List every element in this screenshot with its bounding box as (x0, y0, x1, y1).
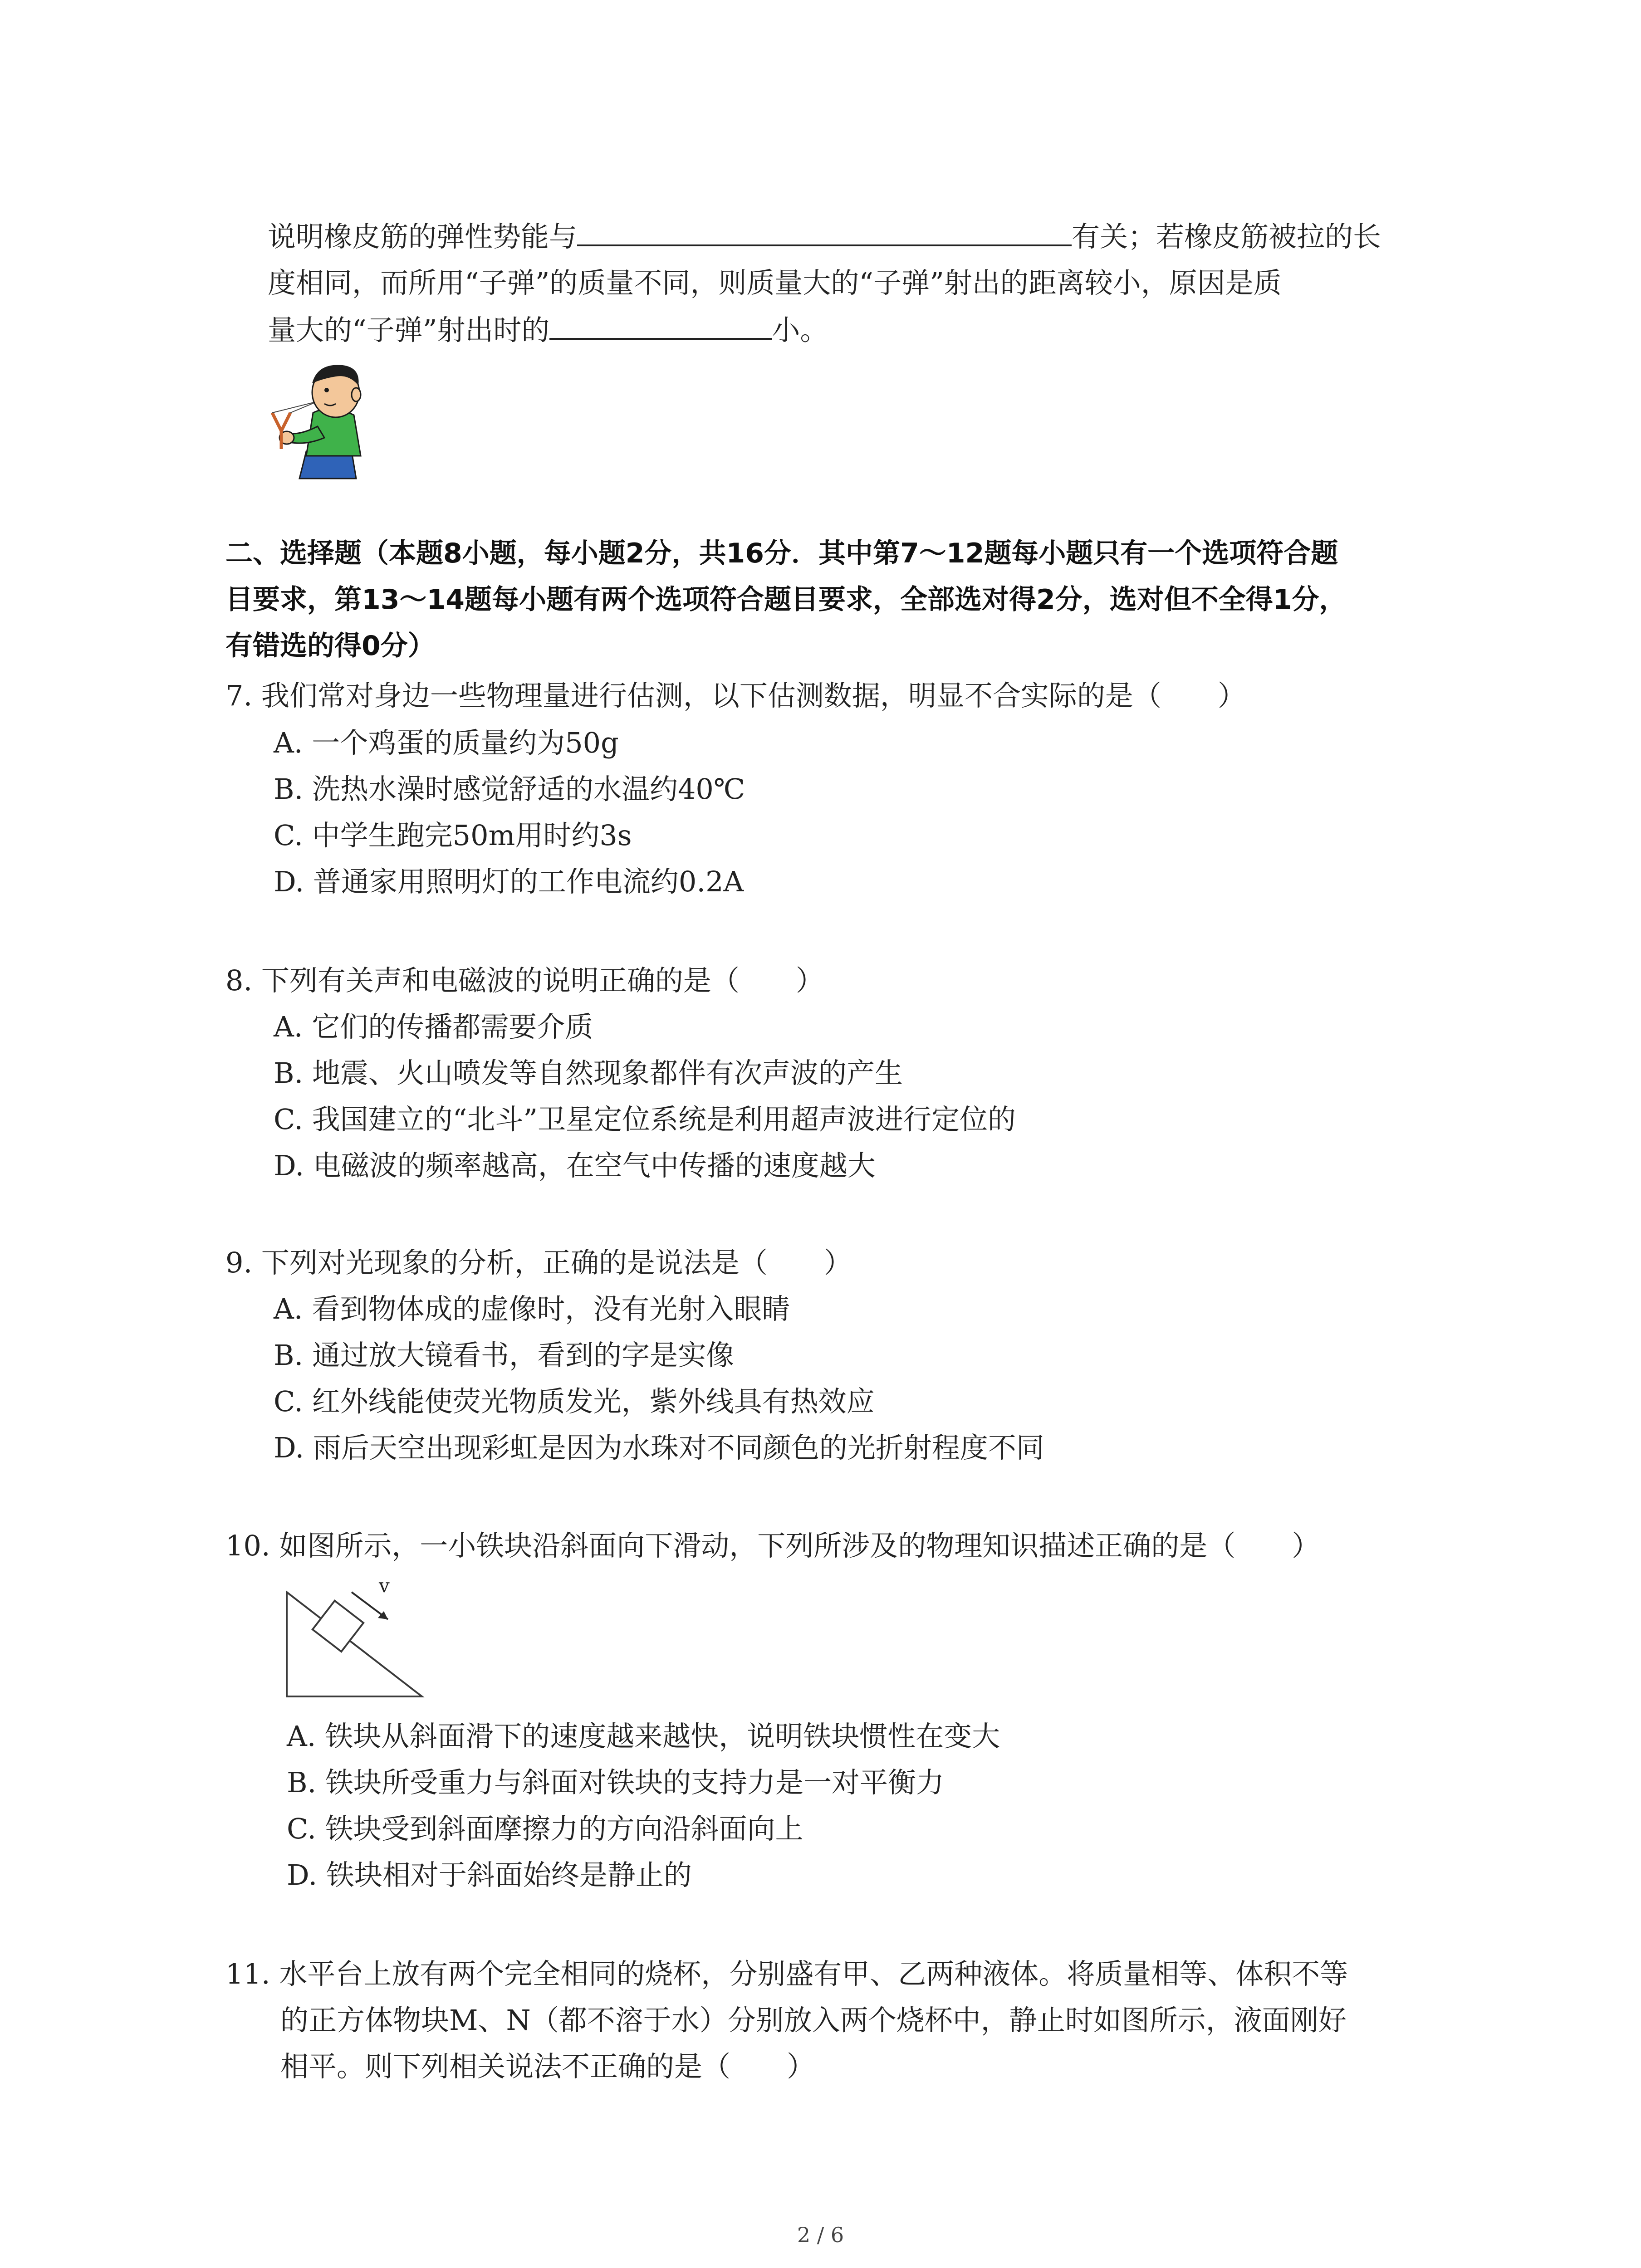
q6-line1-text-a: 说明橡皮筋的弹性势能与 (268, 220, 578, 253)
question-10-option-b[interactable]: B. 铁块所受重力与斜面对铁块的支持力是一对平衡力 (287, 1766, 944, 1799)
q6-line3-text-b: 小。 (772, 313, 828, 347)
question-9-option-c[interactable]: C. 红外线能使荧光物质发光，紫外线具有热效应 (274, 1385, 875, 1418)
question-8-option-c[interactable]: C. 我国建立的“北斗”卫星定位系统是利用超声波进行定位的 (274, 1103, 1016, 1136)
question-8-option-a[interactable]: A. 它们的传播都需要介质 (274, 1010, 593, 1043)
question-7-option-c[interactable]: C. 中学生跑完50m用时约3s (274, 819, 632, 852)
question-8-stem: 8. 下列有关声和电磁波的说明正确的是（ ） (225, 964, 824, 997)
section-2-heading-line-2: 目要求，第13～14题每小题有两个选项符合题目要求，全部选对得2分，选对但不全得1分， (225, 584, 1347, 616)
question-10-option-a[interactable]: A. 铁块从斜面滑下的速度越来越快，说明铁块惯性在变大 (287, 1720, 1000, 1753)
q6-line-1 (268, 213, 1381, 260)
incline-block-diagram (277, 1574, 431, 1701)
question-9-option-b[interactable]: B. 通过放大镜看书，看到的字是实像 (274, 1339, 734, 1372)
question-8-option-d[interactable]: D. 电磁波的频率越高，在空气中传播的速度越大 (274, 1149, 876, 1182)
question-10-option-c[interactable]: C. 铁块受到斜面摩擦力的方向沿斜面向上 (287, 1812, 803, 1845)
q6-line3-text-a: 量大的“子弹”射出时的 (268, 313, 550, 347)
q6-line-2: 度相同，而所用“子弹”的质量不同，则质量大的“子弹”射出的距离较小，原因是质 (268, 266, 1282, 299)
question-10-stem: 10. 如图所示，一小铁块沿斜面向下滑动，下列所涉及的物理知识描述正确的是（ ） (225, 1529, 1320, 1562)
section-2-heading-line-3: 有错选的得0分） (225, 630, 435, 662)
question-9-stem: 9. 下列对光现象的分析，正确的是说法是（ ） (225, 1246, 852, 1279)
question-9-option-a[interactable]: A. 看到物体成的虚像时，没有光射入眼睛 (274, 1292, 790, 1325)
q6-line-3 (268, 307, 828, 354)
question-7-stem: 7. 我们常对身边一些物理量进行估测，以下估测数据，明显不合实际的是（ ） (225, 679, 1246, 712)
question-11-stem-line-2: 的正方体物块M、N（都不溶于水）分别放入两个烧杯中，静止时如图所示，液面刚好 (280, 2004, 1347, 2037)
answer-blank[interactable] (577, 244, 1072, 246)
answer-blank[interactable] (549, 337, 772, 340)
question-8-option-b[interactable]: B. 地震、火山喷发等自然现象都伴有次声波的产生 (274, 1056, 903, 1090)
q6-line1-text-b: 有关；若橡皮筋被拉的长 (1072, 220, 1381, 253)
slingshot-boy-illustration (263, 358, 399, 481)
question-9-option-d[interactable]: D. 雨后天空出现彩虹是因为水珠对不同颜色的光折射程度不同 (274, 1431, 1044, 1464)
page-number: 2 / 6 (797, 2223, 844, 2247)
question-7-option-d[interactable]: D. 普通家用照明灯的工作电流约0.2A (274, 865, 744, 898)
question-7-option-a[interactable]: A. 一个鸡蛋的质量约为50g (274, 726, 619, 759)
question-11-stem-line-3: 相平。则下列相关说法不正确的是（ ） (280, 2050, 815, 2083)
question-10-option-d[interactable]: D. 铁块相对于斜面始终是静止的 (287, 1858, 692, 1892)
velocity-label: v (379, 1574, 390, 1597)
section-2-heading-line-1: 二、选择题（本题8小题，每小题2分，共16分．其中第7～12题每小题只有一个选项符合题 (225, 538, 1338, 569)
question-11-stem-line-1: 11. 水平台上放有两个完全相同的烧杯，分别盛有甲、乙两种液体。将质量相等、体积不等 (225, 1957, 1348, 1990)
question-7-option-b[interactable]: B. 洗热水澡时感觉舒适的水温约40℃ (274, 772, 745, 806)
